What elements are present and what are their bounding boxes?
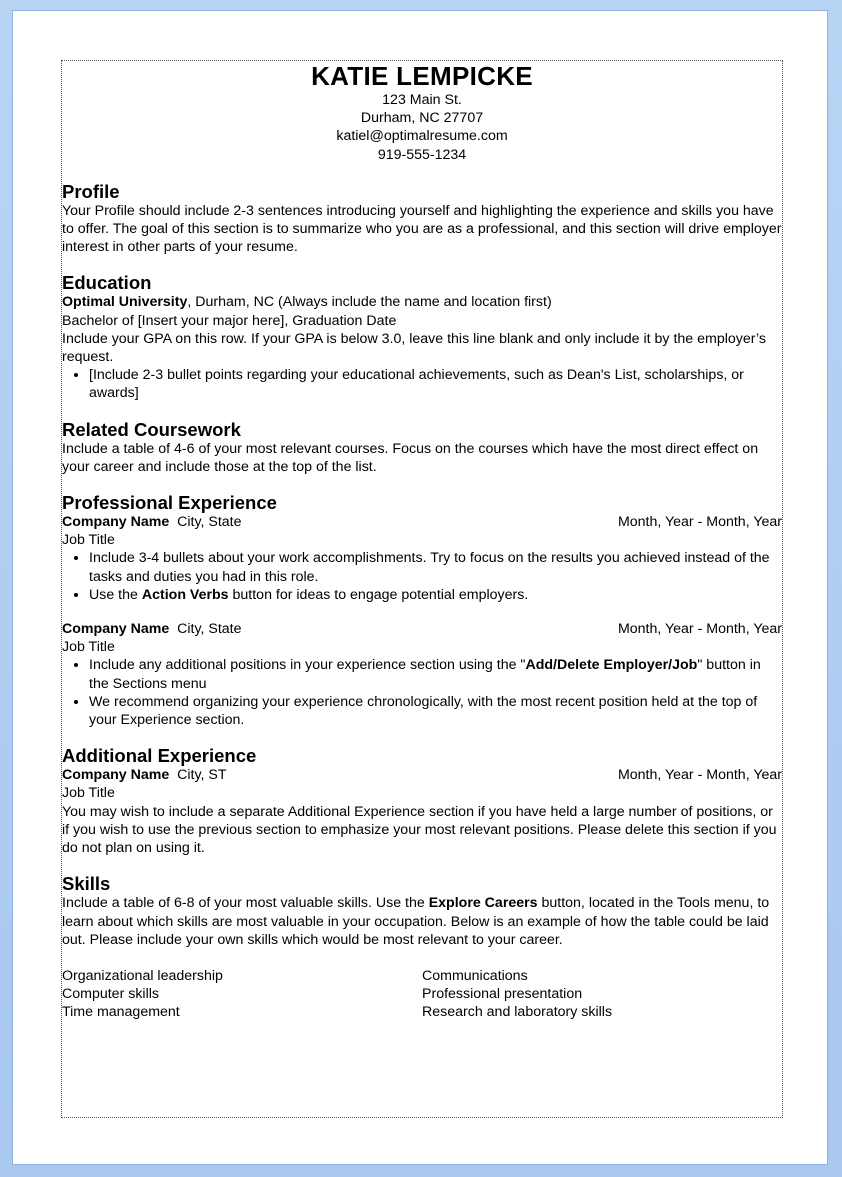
action-verbs-label: Action Verbs [141,586,229,603]
job2-location: City, State [177,621,242,638]
resume-page [12,10,828,1165]
job2-header [62,620,782,638]
add-delete-employer-label: Add/Delete Employer/Job [525,657,698,674]
contact-email: katiel@optimalresume.com [336,128,508,145]
skill-item: Computer skills [62,986,159,1003]
list-item: • [Include 2-3 bullet points regarding your educational achievements, such as Dean's List, scholarships, or awards] [89,366,782,402]
professional-section [62,492,782,729]
coursework-heading: Related Coursework [62,418,241,440]
additional-heading: Additional Experience [62,745,257,767]
job2-title: Job Title [62,639,115,656]
profile-heading: Profile [62,180,120,202]
additional-company: Company Name [62,767,170,784]
skill-item: Professional presentation [422,986,583,1003]
job1-title: Job Title [62,532,115,549]
coursework-text: Include a table of 4-6 of your most relevant courses. Focus on the courses which have the most direct effect on your career and include those at the top of the list. [62,440,759,475]
job1-company: Company Name [62,514,170,531]
additional-text: You may wish to include a separate Additional Experience section if you have held a large number of positions, or if you wish to use the previous section to emphasize your most relevant positions. Please delete this section if you do not plan on using it. [62,803,777,857]
additional-company-line [62,766,227,784]
school-location: , Durham, NC (Always include the name and location first) [187,294,552,311]
resume-content [62,61,782,1022]
skills-section [62,873,782,1021]
skill-item: Organizational leadership [62,967,223,984]
bullet-text: Include any additional positions in your experience section using the " [89,657,526,674]
job2-dates: Month, Year - Month, Year [617,621,782,638]
education-degree: Bachelor of [Insert your major here], Graduation Date [62,312,397,329]
skills-text-pre: Include a table of 6-8 of your most valuable skills. Use the [62,895,429,912]
job1-location: City, State [177,514,242,531]
education-heading: Education [62,272,152,294]
additional-section [62,745,782,857]
skill-item: Communications [422,967,528,984]
job1-dates: Month, Year - Month, Year [617,514,782,531]
bullet-text: Use the [89,586,142,603]
skills-text-post: button, located in the Tools menu, to learn about which skills are most valuable in your occupation. Below is an example of how the table could be laid out. Please include your own skills which would be most relevant to your career. [62,895,770,948]
coursework-section [62,419,782,476]
school-name: Optimal University [62,294,188,311]
job2-company: Company Name [62,621,170,638]
address-street: 123 Main St. [382,92,462,108]
professional-heading: Professional Experience [62,492,277,514]
job1-header [62,513,782,531]
job2-bullets [62,656,782,729]
skills-table [62,967,782,1022]
list-item: • Include 3-4 bullets about your work accomplishments. Try to focus on the results you achieved instead of the tasks and duties you had in this role. [89,549,782,585]
bullet-text: " button in the Sections menu [89,657,761,692]
bullet-text: button for ideas to engage potential employers. [228,586,529,603]
skill-item: Research and laboratory skills [422,1004,613,1021]
candidate-name: KATIE LEMPICKE [311,61,533,91]
list-item [89,586,782,604]
document-frame [61,60,783,1118]
additional-dates: Month, Year - Month, Year [617,767,782,784]
address-city: Durham, NC 27707 [360,110,484,127]
skills-text [62,894,782,949]
skills-heading: Skills [62,873,111,895]
education-gpa: Include your GPA on this row. If your GPA is below 3.0, leave this line blank and only include it by the employer’s request. [62,330,766,366]
additional-job-title: Job Title [62,785,115,802]
profile-section [62,181,782,257]
profile-text: Your Profile should include 2-3 sentences introducing yourself and highlighting the experience and skills you have to offer. The goal of this section is to summarize who you are as a professional, and this section will drive employer interest in other parts of your resume. [62,202,782,256]
job1-bullets [62,549,782,604]
job2-company-line [62,620,242,638]
skill-item: Time management [62,1004,180,1021]
contact-phone: 919-555-1234 [377,146,467,163]
explore-careers-label: Explore Careers [428,895,538,912]
job1-company-line [62,513,242,531]
additional-location: City, ST [177,767,227,784]
list-item [89,656,782,692]
education-section [62,272,782,402]
additional-job-header [62,766,782,784]
education-school-line [62,293,782,311]
education-bullets [62,366,782,402]
list-item: • We recommend organizing your experience chronologically, with the most recent position held at the top of your Experience section. [89,693,782,729]
